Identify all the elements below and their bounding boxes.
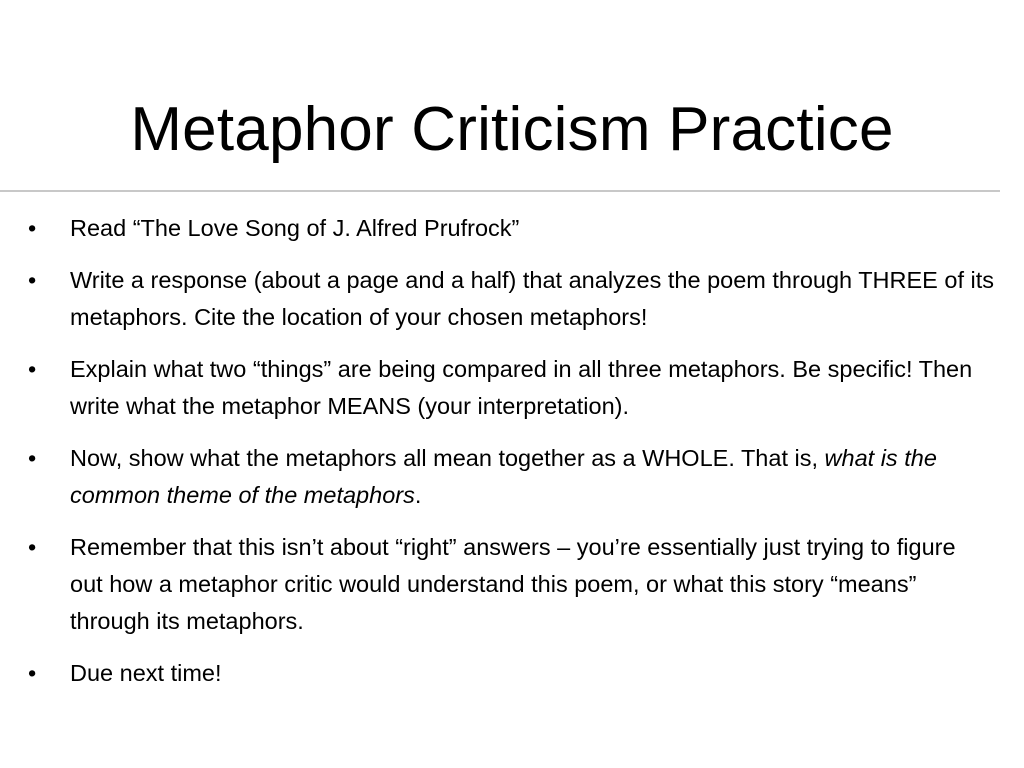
bullet-text: Write a response (about a page and a half) that analyzes the poem through THREE of its metaphors. Cite the location of your chosen metaphors! [70, 267, 995, 330]
bullet-item [0, 210, 1024, 247]
bullet-text: Read “The Love Song of J. Alfred Prufrock” [70, 215, 520, 241]
bullet-item [0, 351, 1024, 425]
bullet-text-end: . [414, 482, 422, 508]
bullet-text-italic: what is the common theme of the metaphors [70, 445, 937, 508]
bullet-dot-icon: • [28, 215, 37, 241]
bullet-dot-icon: • [28, 445, 37, 471]
bullet-dot-icon: • [28, 267, 37, 293]
bullet-list [0, 210, 1024, 707]
bullet-item [0, 262, 1024, 336]
bullet-item [0, 655, 1024, 692]
bullet-text: Explain what two “things” are being compared in all three metaphors. Be specific! Then write what the metaphor MEANS (your interpretation). [70, 356, 973, 419]
bullet-text: Due next time! [70, 660, 222, 686]
title-divider [0, 190, 1000, 192]
bullet-dot-icon: • [28, 534, 37, 560]
bullet-item [0, 529, 1024, 640]
slide-title: Metaphor Criticism Practice [130, 95, 894, 164]
bullet-text: Remember that this isn’t about “right” answers – you’re essentially just trying to figure out how a metaphor critic would understand this poem, or what this story “means” through its metaphors. [70, 534, 956, 634]
bullet-text: Now, show what the metaphors all mean together as a WHOLE. That is, [70, 445, 819, 471]
bullet-dot-icon: • [28, 660, 37, 686]
bullet-item [0, 440, 1024, 514]
bullet-dot-icon: • [28, 356, 37, 382]
